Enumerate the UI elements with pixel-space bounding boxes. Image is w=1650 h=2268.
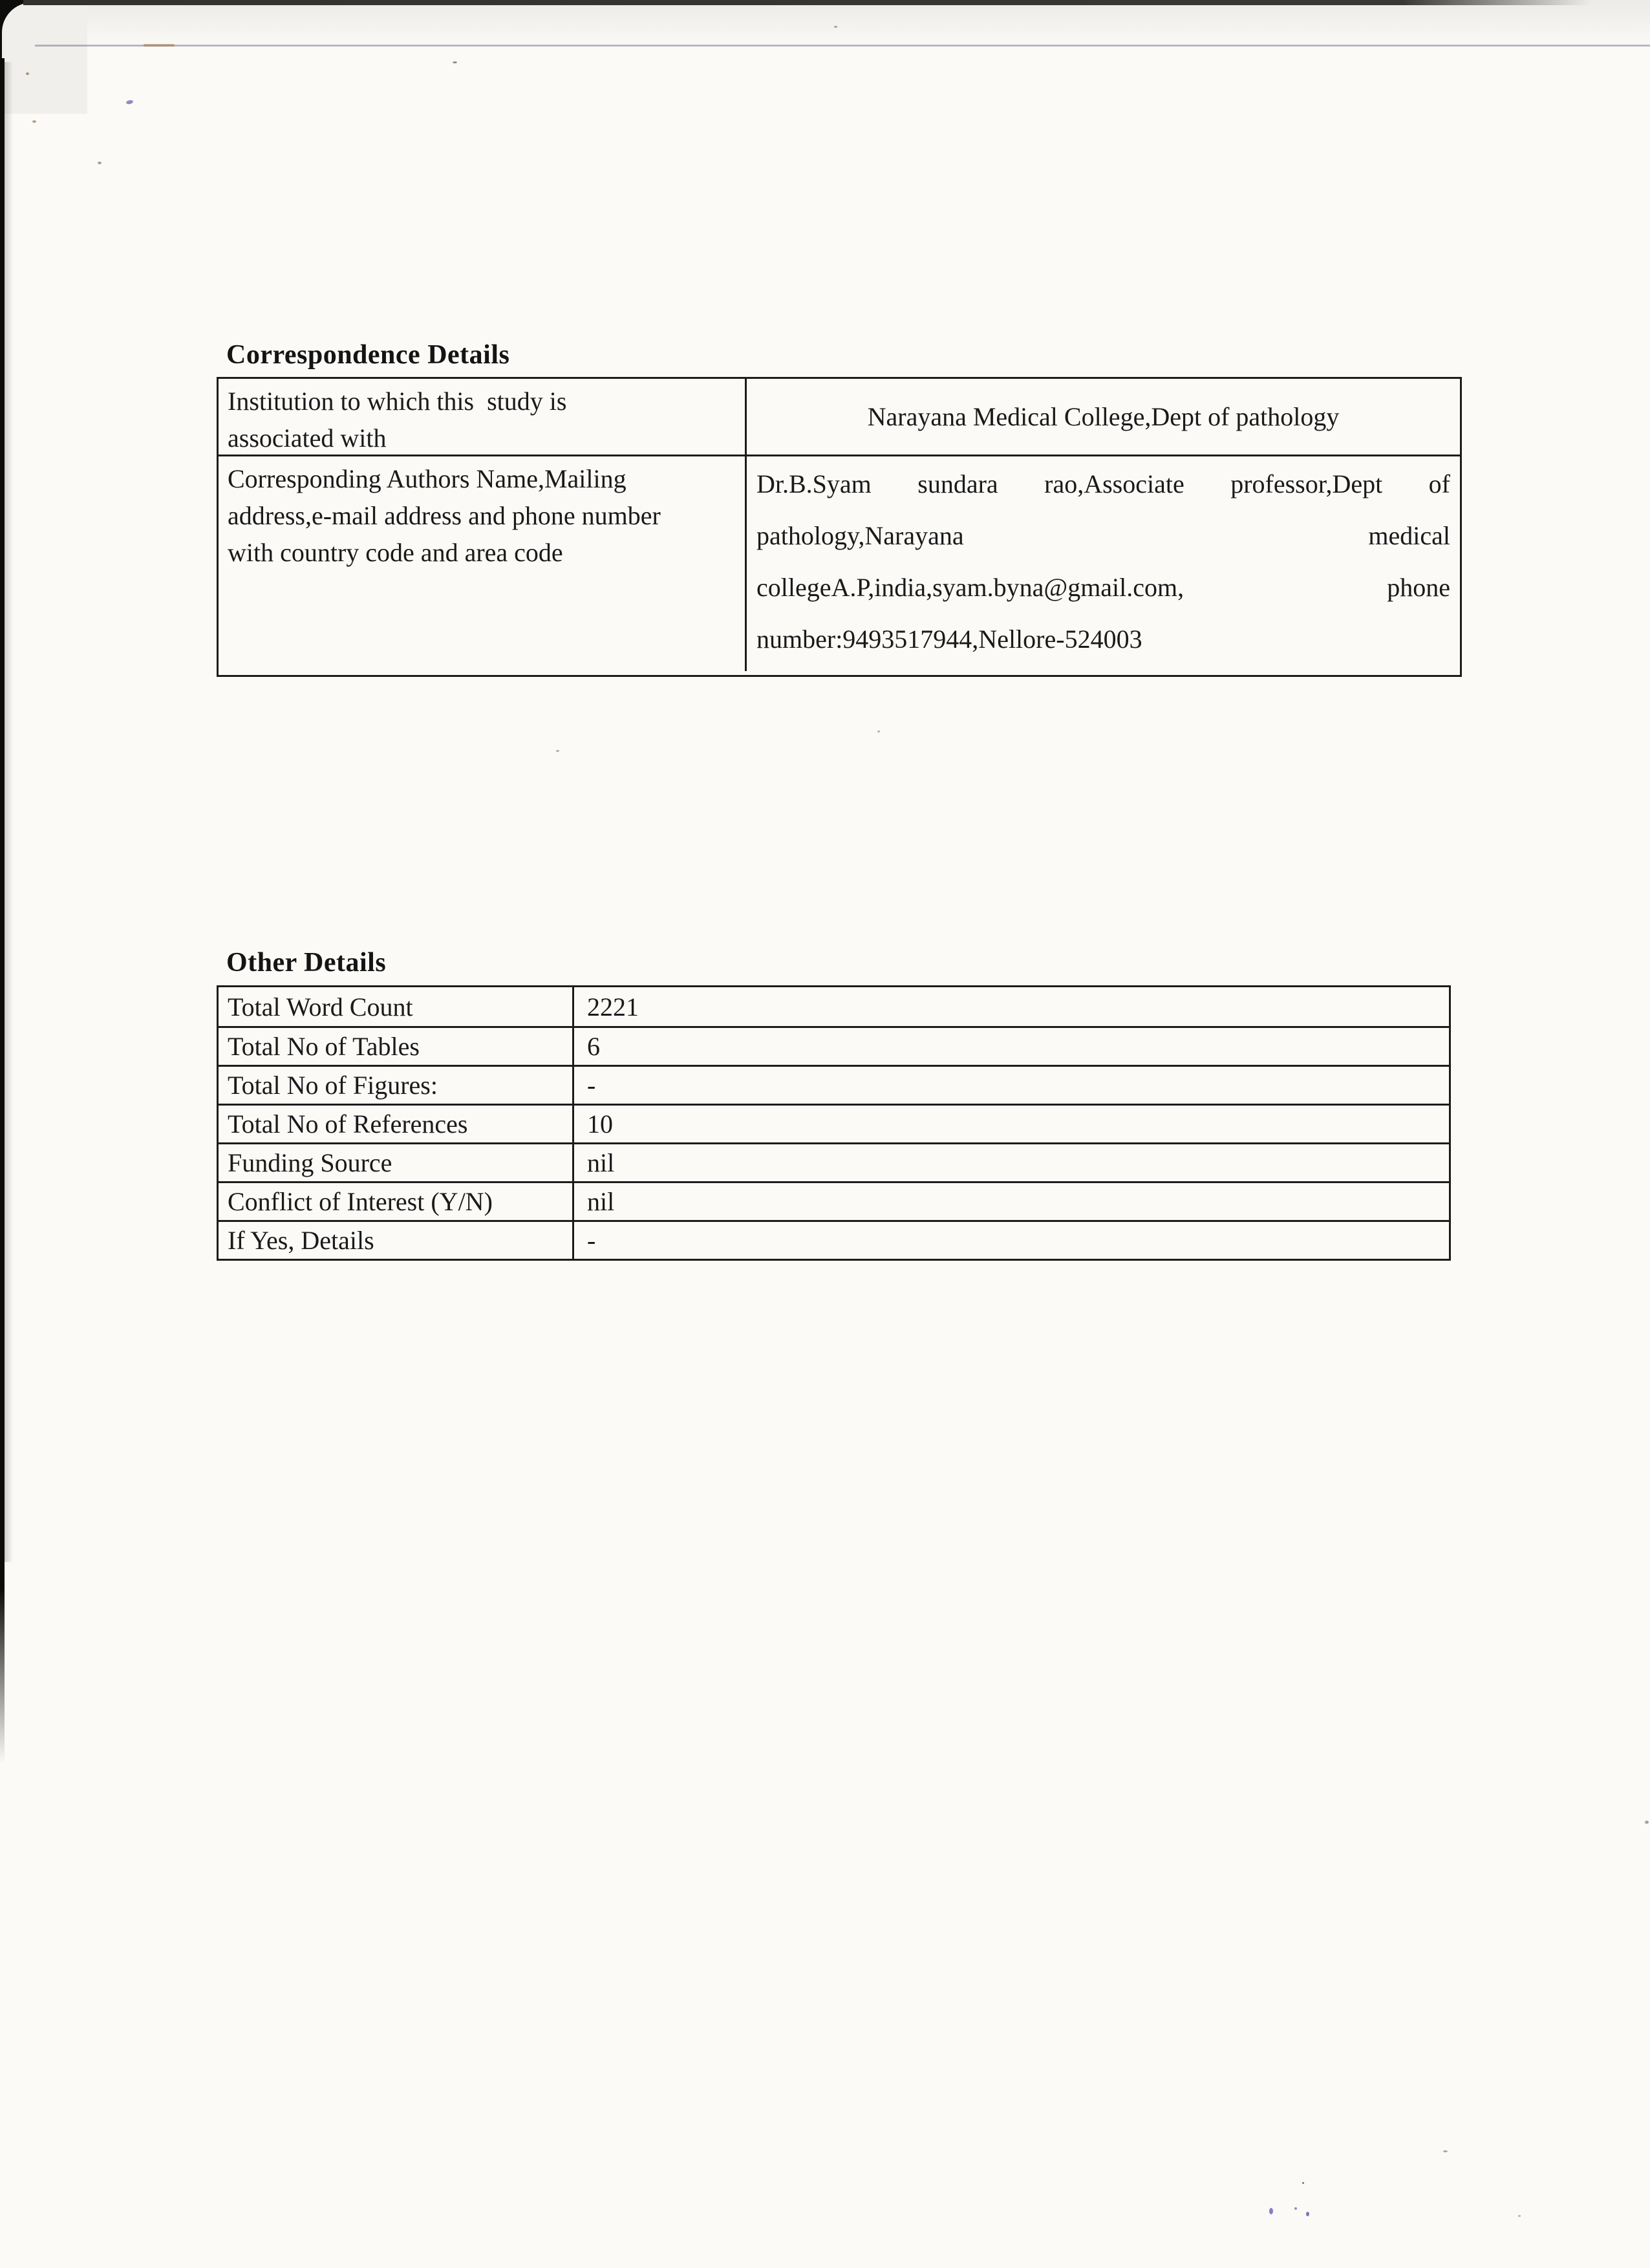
correspondence-row-author-value <box>745 455 1460 671</box>
ink-speck <box>1269 2208 1273 2214</box>
correspondence-row-author-label <box>219 455 745 671</box>
value-line <box>756 561 1450 613</box>
other-row-label: Total Word Count <box>219 987 574 1026</box>
ink-speck <box>1302 2182 1304 2184</box>
other-row-label: Funding Source <box>219 1142 574 1181</box>
ink-speck <box>834 26 837 28</box>
value-line <box>756 509 1450 561</box>
ink-speck <box>556 750 559 752</box>
scan-edge-left-fade <box>0 1589 5 1764</box>
label-line: Corresponding Authors Name,Mailing <box>228 464 627 493</box>
ink-speck <box>1306 2212 1309 2216</box>
value-word: medical <box>1368 520 1450 550</box>
paper-rounded-corner <box>2 3 87 114</box>
other-row-value: 10 <box>574 1104 1449 1142</box>
value-line <box>756 458 1450 509</box>
ink-speck <box>125 100 133 105</box>
other-row-label: Total No of References <box>219 1104 574 1142</box>
correspondence-heading: Correspondence Details <box>226 340 510 370</box>
other-row-value: 2221 <box>587 992 639 1022</box>
scan-horizontal-line <box>35 45 1650 47</box>
ink-speck <box>1645 1821 1649 1824</box>
ink-speck <box>26 72 29 75</box>
ink-speck <box>877 731 880 733</box>
other-row-label: Total No of Tables <box>219 1026 574 1065</box>
value-line: Narayana Medical College,Dept of pathology <box>867 402 1340 431</box>
other-row-label: If Yes, Details <box>219 1220 574 1259</box>
ink-speck <box>1443 2150 1448 2152</box>
correspondence-table <box>217 377 1462 677</box>
ink-speck <box>1518 2215 1521 2217</box>
other-details-heading: Other Details <box>226 948 387 978</box>
other-row-value: - <box>574 1220 1449 1259</box>
value-line: number:9493517944,Nellore-524003 <box>756 624 1142 654</box>
other-row-label: Total No of Figures: <box>219 1065 574 1104</box>
ink-speck <box>1294 2207 1297 2210</box>
scan-edge-left <box>0 58 5 1590</box>
value-word: professor,Dept <box>1230 469 1383 498</box>
scan-edge-left-shadow <box>5 62 13 1562</box>
scanner-top-band <box>0 0 1650 45</box>
ink-speck <box>32 120 36 123</box>
label-line: Institution to which this study is <box>228 387 567 416</box>
label-line: with country code and area code <box>228 538 563 567</box>
correspondence-row-institution-value <box>745 379 1460 455</box>
scan-line-smudge <box>144 44 175 47</box>
other-row-label: Conflict of Interest (Y/N) <box>219 1181 574 1220</box>
value-word: sundara <box>917 469 998 498</box>
scan-edge-top <box>23 0 1591 5</box>
value-word: of <box>1428 469 1450 498</box>
ink-speck <box>453 61 457 63</box>
other-row-value: nil <box>574 1142 1449 1181</box>
other-details-table <box>217 985 1451 1261</box>
other-row-value: - <box>574 1065 1449 1104</box>
value-word: pathology,Narayana <box>756 520 964 550</box>
ink-speck <box>98 162 102 164</box>
label-line: address,e-mail address and phone number <box>228 501 661 530</box>
value-word: rao,Associate <box>1044 469 1184 498</box>
value-word: collegeA.P,india,syam.byna@gmail.com, <box>756 572 1184 602</box>
correspondence-row-institution-label <box>219 379 745 455</box>
other-row-value: 6 <box>574 1026 1449 1065</box>
value-word: phone <box>1387 572 1450 602</box>
other-row-value: nil <box>574 1181 1449 1220</box>
label-line: associated with <box>228 423 387 453</box>
value-word: Dr.B.Syam <box>756 469 872 498</box>
